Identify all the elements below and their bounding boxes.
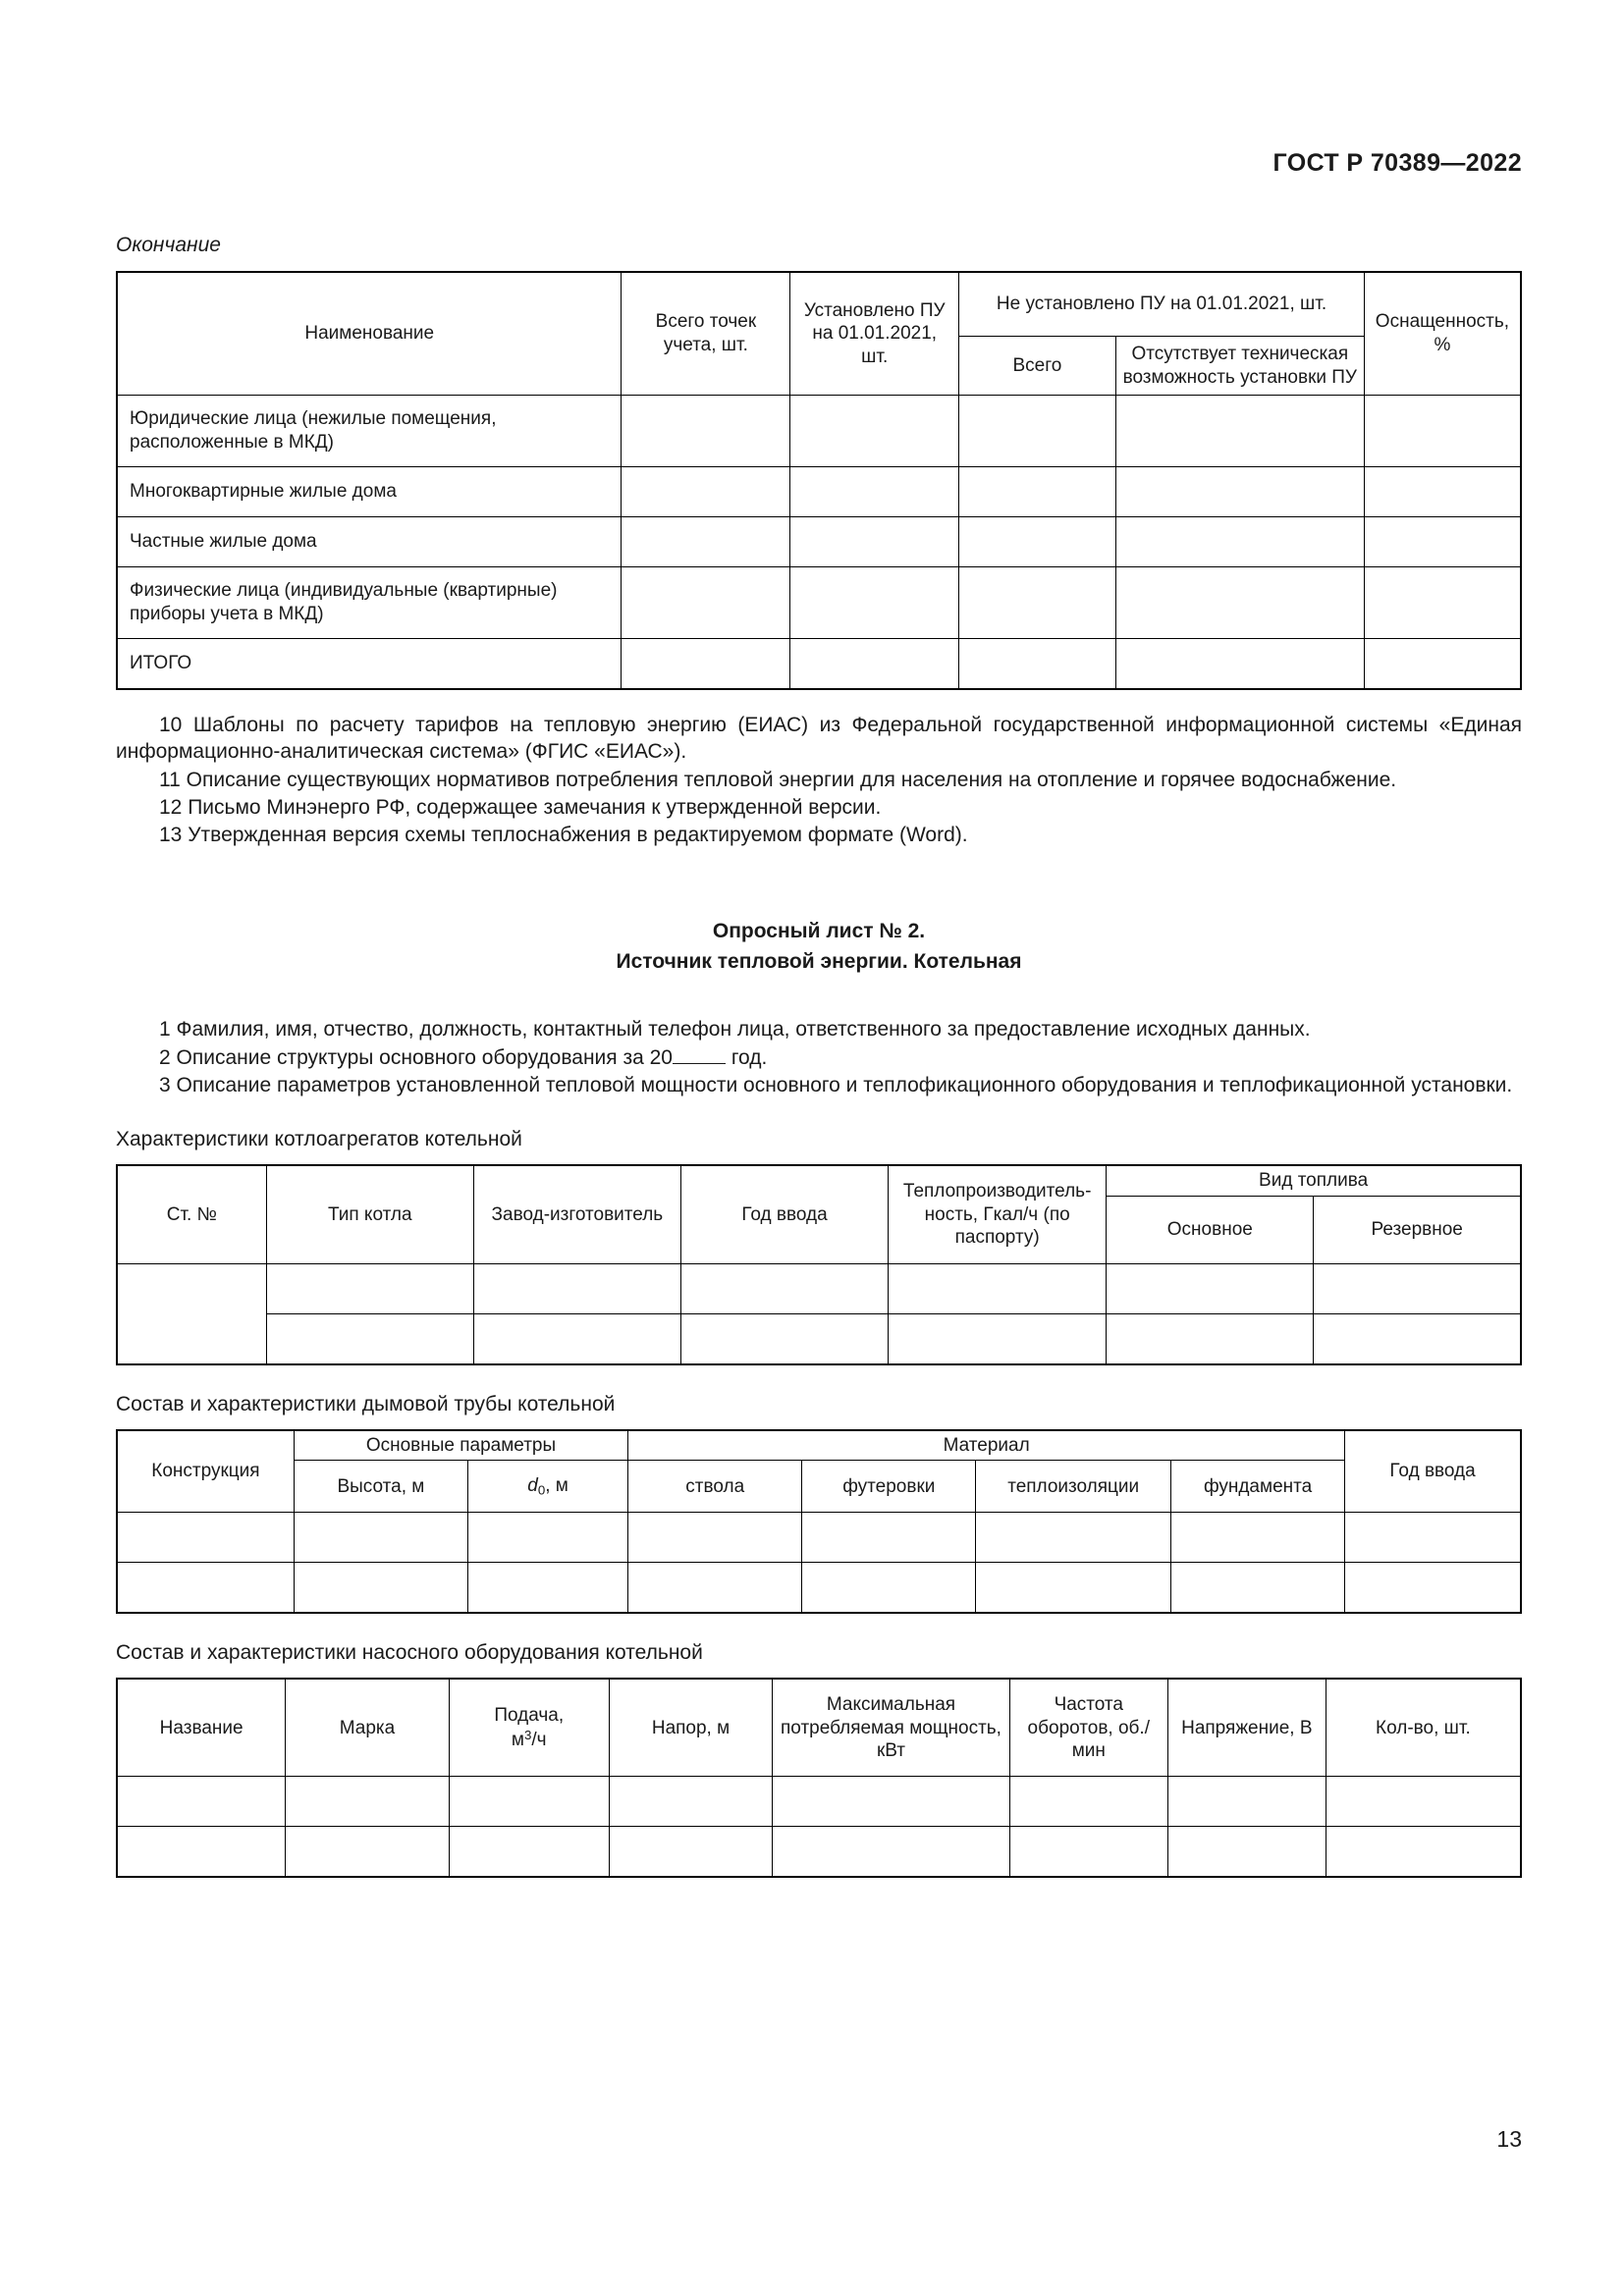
table-row bbox=[117, 567, 1521, 639]
cell-total-points[interactable] bbox=[622, 396, 790, 467]
header-cell-height: Высота, м bbox=[294, 1461, 467, 1513]
cell-head[interactable] bbox=[609, 1827, 772, 1878]
cell-height[interactable] bbox=[294, 1563, 467, 1614]
row-label: Частные жилые дома bbox=[117, 517, 622, 567]
list-item-13: 13 Утвержденная версия схемы теплоснабжения в редактируемом формате (Word). bbox=[159, 824, 968, 847]
cell-total-points[interactable] bbox=[622, 467, 790, 517]
pump-equipment-table bbox=[116, 1678, 1522, 1878]
cell-name[interactable] bbox=[117, 1777, 286, 1827]
cell-quantity[interactable] bbox=[1326, 1777, 1521, 1827]
header-cell-boiler-type: Тип котла bbox=[266, 1165, 473, 1263]
header-cell-year: Год ввода bbox=[680, 1165, 888, 1263]
table-row bbox=[117, 517, 1521, 567]
cell-year[interactable] bbox=[1345, 1513, 1521, 1563]
cell-equipment-rate[interactable] bbox=[1364, 639, 1521, 690]
cell-equipment-rate[interactable] bbox=[1364, 567, 1521, 639]
cell-quantity[interactable] bbox=[1326, 1827, 1521, 1878]
cell-flow[interactable] bbox=[449, 1827, 609, 1878]
document-standard-header: ГОСТ Р 70389—2022 bbox=[1272, 149, 1522, 177]
table-subheader-row bbox=[117, 1461, 1521, 1513]
header-cell-fuel-reserve: Резервное bbox=[1314, 1196, 1521, 1263]
table-row bbox=[117, 1827, 1521, 1878]
questionnaire-items bbox=[116, 1016, 1522, 1098]
row-label-total: ИТОГО bbox=[117, 639, 622, 690]
header-cell-not-installed-group: Не установлено ПУ на 01.01.2021, шт. bbox=[959, 272, 1365, 337]
table-row bbox=[117, 396, 1521, 467]
flow-unit-superscript: 3 bbox=[523, 1727, 532, 1742]
header-cell-material-shaft: ствола bbox=[628, 1461, 802, 1513]
header-cell-voltage: Напряжение, В bbox=[1167, 1679, 1326, 1777]
questionnaire-title-line1: Опросный лист № 2. bbox=[712, 920, 926, 943]
cell-brand[interactable] bbox=[286, 1777, 449, 1827]
header-cell-rpm: Частота оборотов, об./мин bbox=[1009, 1679, 1167, 1777]
header-cell-diameter bbox=[467, 1461, 627, 1513]
header-cell-brand: Марка bbox=[286, 1679, 449, 1777]
list-item-2-suffix: год. bbox=[731, 1045, 768, 1069]
cell-year[interactable] bbox=[1345, 1563, 1521, 1614]
cell-construction[interactable] bbox=[117, 1513, 294, 1563]
header-cell-year: Год ввода bbox=[1345, 1430, 1521, 1513]
boiler-table-caption: Характеристики котлоагрегатов котельной bbox=[116, 1128, 522, 1151]
cell-material-foundation[interactable] bbox=[1170, 1513, 1344, 1563]
cell-capacity[interactable] bbox=[889, 1313, 1107, 1364]
table-header-row bbox=[117, 272, 1521, 337]
header-cell-material-foundation: фундамента bbox=[1170, 1461, 1344, 1513]
cell-material-lining[interactable] bbox=[802, 1513, 976, 1563]
pump-table-caption: Состав и характеристики насосного оборудования котельной bbox=[116, 1641, 703, 1665]
cell-installed[interactable] bbox=[790, 467, 959, 517]
flow-label: Подача, bbox=[494, 1705, 565, 1727]
header-cell-construction: Конструкция bbox=[117, 1430, 294, 1513]
list-item-1: 1 Фамилия, имя, отчество, должность, контактный телефон лица, ответственного за предоставление исходных данных. bbox=[159, 1018, 1311, 1041]
cell-manufacturer[interactable] bbox=[473, 1313, 680, 1364]
list-item-11: 11 Описание существующих нормативов потребления тепловой энергии для населения на отопление и горячее водоснабжение. bbox=[159, 768, 1397, 791]
header-cell-no-technical-possibility: Отсутствует техническая возможность установки ПУ bbox=[1115, 337, 1364, 396]
list-item-2 bbox=[116, 1044, 1522, 1071]
cell-capacity[interactable] bbox=[889, 1263, 1107, 1313]
table-header-row bbox=[117, 1430, 1521, 1461]
chimney-table-caption: Состав и характеристики дымовой трубы котельной bbox=[116, 1392, 616, 1415]
cell-installed[interactable] bbox=[790, 567, 959, 639]
cell-manufacturer[interactable] bbox=[473, 1263, 680, 1313]
cell-material-shaft[interactable] bbox=[628, 1513, 802, 1563]
cell-name[interactable] bbox=[117, 1827, 286, 1878]
cell-station-no[interactable] bbox=[117, 1263, 266, 1364]
header-cell-main-params-group: Основные параметры bbox=[294, 1430, 627, 1461]
cell-max-power[interactable] bbox=[773, 1777, 1010, 1827]
cell-total-points[interactable] bbox=[622, 567, 790, 639]
diameter-symbol: d bbox=[527, 1474, 538, 1496]
cell-max-power[interactable] bbox=[773, 1827, 1010, 1878]
diameter-unit: , м bbox=[545, 1474, 568, 1496]
cell-fuel-reserve[interactable] bbox=[1314, 1263, 1521, 1313]
cell-equipment-rate[interactable] bbox=[1364, 396, 1521, 467]
cell-year[interactable] bbox=[680, 1313, 888, 1364]
cell-material-insulation[interactable] bbox=[976, 1513, 1171, 1563]
cell-voltage[interactable] bbox=[1167, 1777, 1326, 1827]
cell-no-technical-possibility[interactable] bbox=[1115, 517, 1364, 567]
header-cell-station-no: Ст. № bbox=[117, 1165, 266, 1263]
cell-installed[interactable] bbox=[790, 517, 959, 567]
cell-no-technical-possibility[interactable] bbox=[1115, 639, 1364, 690]
continued-requirements-list bbox=[116, 712, 1522, 848]
page-number: 13 bbox=[1496, 2126, 1522, 2152]
cell-not-installed-total[interactable] bbox=[959, 639, 1116, 690]
header-cell-material-lining: футеровки bbox=[802, 1461, 976, 1513]
flow-unit-base: м bbox=[511, 1729, 524, 1750]
cell-installed[interactable] bbox=[790, 639, 959, 690]
cell-height[interactable] bbox=[294, 1513, 467, 1563]
cell-no-technical-possibility[interactable] bbox=[1115, 567, 1364, 639]
cell-boiler-type[interactable] bbox=[266, 1313, 473, 1364]
cell-voltage[interactable] bbox=[1167, 1827, 1326, 1878]
list-item-3: 3 Описание параметров установленной тепловой мощности основного и теплофикационного оборудования и теплофикационной установки. bbox=[159, 1073, 1513, 1096]
table-row bbox=[117, 1263, 1521, 1313]
cell-total-points[interactable] bbox=[622, 517, 790, 567]
cell-brand[interactable] bbox=[286, 1827, 449, 1878]
chimney-table bbox=[116, 1429, 1522, 1615]
table-header-row bbox=[117, 1165, 1521, 1196]
questionnaire-title-line2: Источник тепловой энергии. Котельная bbox=[616, 949, 1022, 973]
diameter-subscript: 0 bbox=[537, 1482, 546, 1498]
cell-not-installed-total[interactable] bbox=[959, 517, 1116, 567]
cell-installed[interactable] bbox=[790, 396, 959, 467]
cell-material-insulation[interactable] bbox=[976, 1563, 1171, 1614]
header-cell-fuel-group: Вид топлива bbox=[1107, 1165, 1521, 1196]
cell-material-shaft[interactable] bbox=[628, 1563, 802, 1614]
table-row bbox=[117, 1563, 1521, 1614]
header-cell-installed: Установлено ПУ на 01.01.2021, шт. bbox=[790, 272, 959, 396]
table-row-total bbox=[117, 639, 1521, 690]
table-row bbox=[117, 467, 1521, 517]
list-item-10: 10 Шаблоны по расчету тарифов на тепловую энергию (ЕИАС) из Федеральной государственной информационной системы «Единая информационно-аналитическая система» (ФГИС «ЕИАС»). bbox=[116, 714, 1522, 764]
questionnaire-title bbox=[116, 917, 1522, 977]
cell-equipment-rate[interactable] bbox=[1364, 517, 1521, 567]
header-cell-material-group: Материал bbox=[628, 1430, 1345, 1461]
cell-construction[interactable] bbox=[117, 1563, 294, 1614]
cell-boiler-type[interactable] bbox=[266, 1263, 473, 1313]
cell-diameter[interactable] bbox=[467, 1513, 627, 1563]
header-cell-not-installed-total: Всего bbox=[959, 337, 1116, 396]
cell-fuel-main[interactable] bbox=[1107, 1313, 1314, 1364]
header-cell-quantity: Кол-во, шт. bbox=[1326, 1679, 1521, 1777]
header-cell-capacity: Теплопроизводительность, Гкал/ч (по паспорту) bbox=[889, 1165, 1107, 1263]
header-cell-head: Напор, м bbox=[609, 1679, 772, 1777]
cell-diameter[interactable] bbox=[467, 1563, 627, 1614]
cell-not-installed-total[interactable] bbox=[959, 567, 1116, 639]
list-item-2-prefix: 2 Описание структуры основного оборудования за 20 bbox=[159, 1045, 673, 1069]
cell-not-installed-total[interactable] bbox=[959, 467, 1116, 517]
year-blank-field[interactable] bbox=[673, 1046, 726, 1064]
boiler-units-table bbox=[116, 1164, 1522, 1365]
table-row bbox=[117, 1777, 1521, 1827]
list-item-12: 12 Письмо Минэнерго РФ, содержащее замечания к утвержденной версии. bbox=[159, 795, 882, 819]
row-label: Физические лица (индивидуальные (квартирные) приборы учета в МКД) bbox=[117, 567, 622, 639]
page-content bbox=[116, 0, 1522, 1878]
header-cell-total-points: Всего точек учета, шт. bbox=[622, 272, 790, 396]
metering-devices-table bbox=[116, 271, 1522, 690]
table-continuation-label: Окончание bbox=[116, 234, 221, 256]
header-cell-equipment-rate: Оснащенность, % bbox=[1364, 272, 1521, 396]
cell-rpm[interactable] bbox=[1009, 1827, 1167, 1878]
cell-material-foundation[interactable] bbox=[1170, 1563, 1344, 1614]
cell-fuel-main[interactable] bbox=[1107, 1263, 1314, 1313]
row-label: Юридические лица (нежилые помещения, расположенные в МКД) bbox=[117, 396, 622, 467]
table-header-row bbox=[117, 1679, 1521, 1777]
header-cell-name: Название bbox=[117, 1679, 286, 1777]
header-cell-flow bbox=[449, 1679, 609, 1777]
cell-year[interactable] bbox=[680, 1263, 888, 1313]
cell-total-points[interactable] bbox=[622, 639, 790, 690]
cell-no-technical-possibility[interactable] bbox=[1115, 467, 1364, 517]
flow-unit-rest: /ч bbox=[531, 1729, 547, 1750]
cell-equipment-rate[interactable] bbox=[1364, 467, 1521, 517]
cell-head[interactable] bbox=[609, 1777, 772, 1827]
header-cell-max-power: Максимальная потребляемая мощность, кВт bbox=[773, 1679, 1010, 1777]
header-cell-material-insulation: теплоизоляции bbox=[976, 1461, 1171, 1513]
row-label: Многоквартирные жилые дома bbox=[117, 467, 622, 517]
header-cell-fuel-main: Основное bbox=[1107, 1196, 1314, 1263]
cell-rpm[interactable] bbox=[1009, 1777, 1167, 1827]
cell-no-technical-possibility[interactable] bbox=[1115, 396, 1364, 467]
cell-not-installed-total[interactable] bbox=[959, 396, 1116, 467]
table-row bbox=[117, 1513, 1521, 1563]
header-cell-name: Наименование bbox=[117, 272, 622, 396]
cell-material-lining[interactable] bbox=[802, 1563, 976, 1614]
cell-flow[interactable] bbox=[449, 1777, 609, 1827]
header-cell-manufacturer: Завод-изготовитель bbox=[473, 1165, 680, 1263]
cell-fuel-reserve[interactable] bbox=[1314, 1313, 1521, 1364]
table-row bbox=[117, 1313, 1521, 1364]
